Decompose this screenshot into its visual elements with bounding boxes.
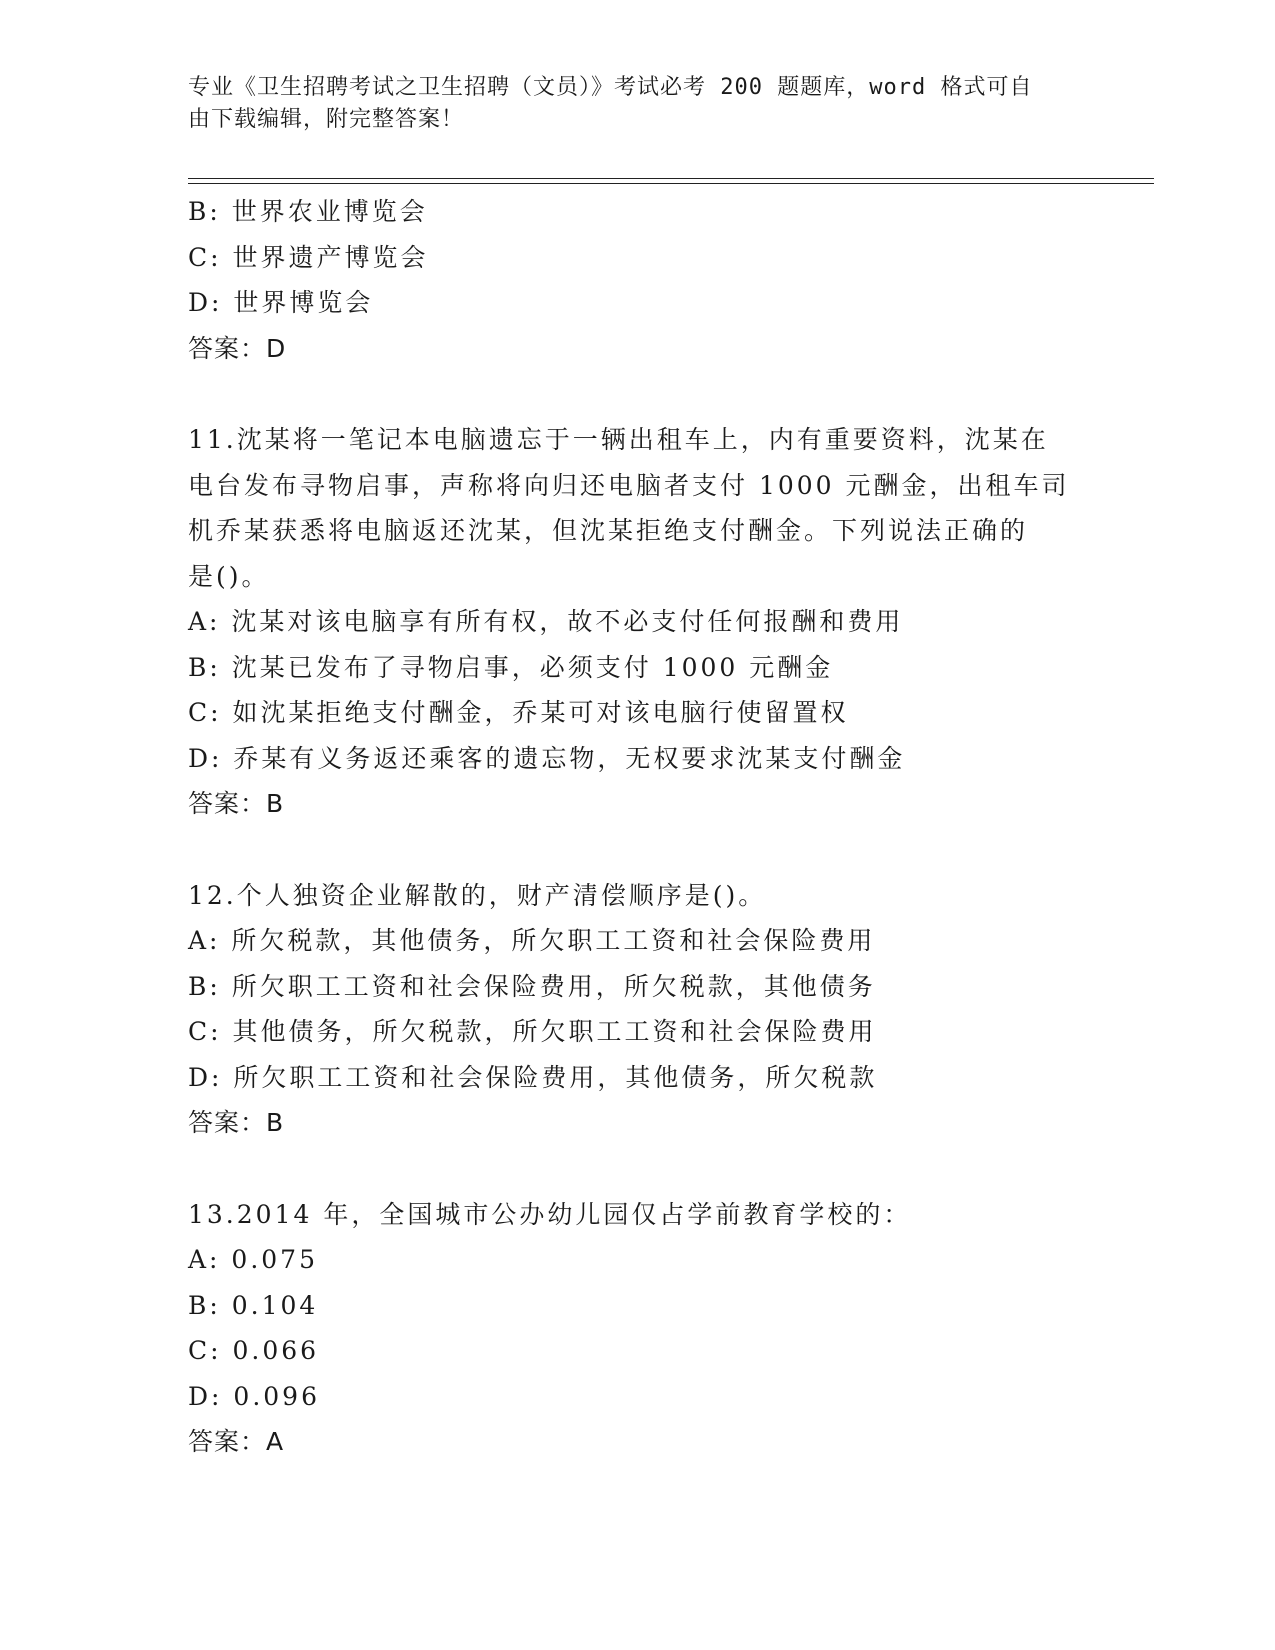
option-d: D: 世界博览会 [188, 288, 374, 317]
question-stem: 电台发布寻物启事，声称将向归还电脑者支付 1000 元酬金，出租车司 [188, 470, 1070, 500]
prev-question [188, 189, 1088, 371]
option-b: B: 0.104 [188, 1290, 319, 1320]
question-stem: 13.2014 年，全国城市公办幼儿园仅占学前教育学校的： [188, 1199, 912, 1229]
header-line-1: 专业《卫生招聘考试之卫生招聘（文员）》考试必考 200 题题库，word 格式可自 [188, 75, 1033, 100]
option-b: B: 沈某已发布了寻物启事，必须支付 1000 元酬金 [188, 652, 834, 682]
header-line-2: 由下载编辑，附完整答案！ [188, 107, 465, 132]
spacer [188, 371, 1088, 417]
question-12 [188, 873, 1088, 1146]
option-a: A: 沈某对该电脑享有所有权，故不必支付任何报酬和费用 [188, 607, 904, 636]
question-13 [188, 1192, 1088, 1465]
option-a: A: 0.075 [188, 1245, 318, 1274]
spacer [188, 827, 1088, 873]
option-c: C: 世界遗产博览会 [188, 242, 429, 272]
question-stem: 机乔某获悉将电脑返还沈某，但沈某拒绝支付酬金。下列说法正确的 [188, 516, 1029, 545]
question-stem: 是()。 [188, 561, 270, 591]
question-stem: 12.个人独资企业解散的，财产清偿顺序是()。 [188, 880, 767, 910]
question-content [188, 189, 1088, 1465]
header-divider-top [188, 178, 1154, 179]
header-divider-bottom [188, 183, 1154, 184]
answer-line: 答案：B [188, 1108, 285, 1137]
option-d: D: 乔某有义务返还乘客的遗忘物，无权要求沈某支付酬金 [188, 743, 906, 773]
answer-line: 答案：B [188, 789, 285, 818]
option-b: B: 所欠职工工资和社会保险费用，所欠税款，其他债务 [188, 971, 876, 1001]
document-header [188, 72, 1088, 136]
spacer [188, 1146, 1088, 1192]
option-d: D: 所欠职工工资和社会保险费用，其他债务，所欠税款 [188, 1062, 878, 1092]
option-c: C: 如沈某拒绝支付酬金，乔某可对该电脑行使留置权 [188, 698, 849, 727]
option-c: C: 其他债务，所欠税款，所欠职工工资和社会保险费用 [188, 1017, 877, 1046]
answer-line: 答案：D [188, 333, 287, 363]
option-a: A: 所欠税款，其他债务，所欠职工工资和社会保险费用 [188, 926, 876, 955]
option-b: B: 世界农业博览会 [188, 197, 428, 226]
question-11 [188, 417, 1088, 827]
option-d: D: 0.096 [188, 1381, 320, 1411]
question-stem: 11.沈某将一笔记本电脑遗忘于一辆出租车上，内有重要资料，沈某在 [188, 425, 1049, 454]
answer-line: 答案：A [188, 1427, 285, 1456]
option-c: C: 0.066 [188, 1336, 320, 1365]
